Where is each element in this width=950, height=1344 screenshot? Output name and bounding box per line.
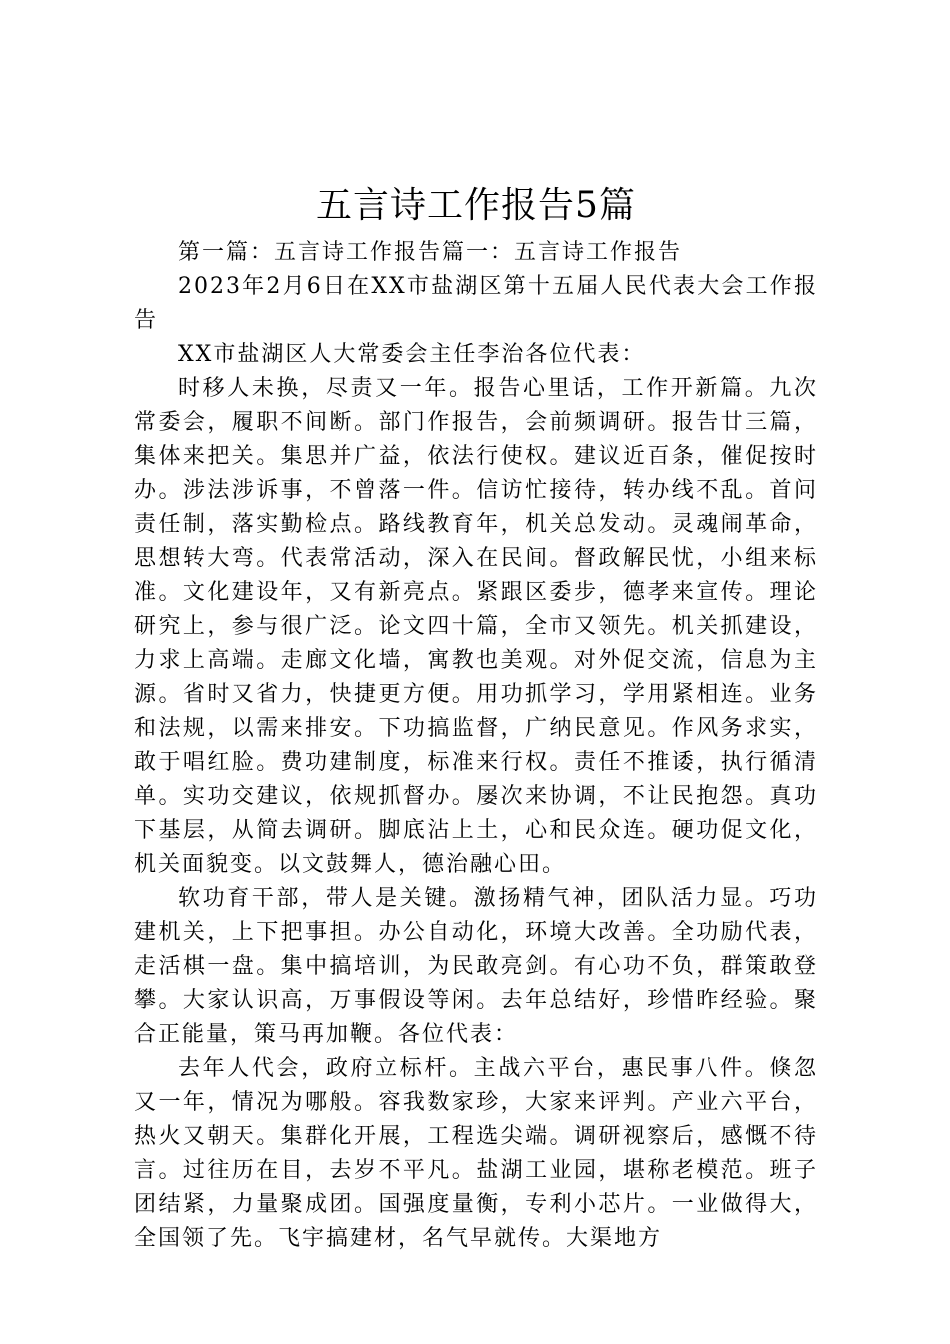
document-title: 五言诗工作报告5篇 xyxy=(316,185,636,226)
paragraph-salutation: XX市盐湖区人大常委会主任李治各位代表： xyxy=(178,342,646,367)
paragraph-body-2: 软功育干部，带人是关键。激扬精气神，团队活力显。巧功建机关，上下把事担。办公自动化，环境大改善。全功励代表，走活棋一盘。集中搞培训，为民敢亮剑。有心功不负，群策敢登攀。大家认识高，万事假设等闲。去年总结好，珍惜昨经验。聚合正能量，策马再加鞭。各位代表： xyxy=(134,886,818,1047)
paragraph-report-date: 2023年2月6日在XX市盐湖区第十五届人民代表大会工作报告 xyxy=(134,274,818,333)
paragraph-body-1: 时移人未换，尽责又一年。报告心里话，工作开新篇。九次常委会，履职不间断。部门作报告，会前频调研。报告廿三篇，集体来把关。集思并广益，依法行使权。建议近百条，催促按时办。涉法涉诉事，不曾落一件。信访忙接待，转办线不乱。首问责任制，落实勤检点。路线教育年，机关总发动。灵魂闹革命，思想转大弯。代表常活动，深入在民间。督政解民忧，小组来标准。文化建设年，又有新亮点。紧跟区委步，德孝来宣传。理论研究上，参与很广泛。论文四十篇，全市又领先。机关抓建设，力求上高端。走廊文化墙，寓教也美观。对外促交流，信息为主源。省时又省力，快捷更方便。用功抓学习，学用紧相连。业务和法规，以需来排安。下功搞监督，广纳民意见。作风务求实，敢于唱红脸。费功建制度，标准来行权。责任不推诿，执行循清单。实功交建议，依规抓督办。屡次来协调，不让民抱怨。真功下基层，从简去调研。脚底沾上土，心和民众连。硬功促文化，机关面貌变。以文鼓舞人，德治融心田。 xyxy=(134,376,818,877)
document-page xyxy=(134,178,818,1256)
paragraph-section-heading: 第一篇：五言诗工作报告篇一：五言诗工作报告 xyxy=(178,240,683,265)
paragraph-body-3: 去年人代会，政府立标杆。主战六平台，惠民事八件。倏忽又一年，情况为哪般。容我数家珍，大家来评判。产业六平台，热火又朝天。集群化开展，工程选尖端。调研视察后，感慨不待言。过往历在目，去岁不平凡。盐湖工业园，堪称老模范。班子团结紧，力量聚成团。国强度量衡，专利小芯片。一业做得大，全国领了先。飞宇搞建材，名气早就传。大渠地方 xyxy=(134,1056,818,1251)
